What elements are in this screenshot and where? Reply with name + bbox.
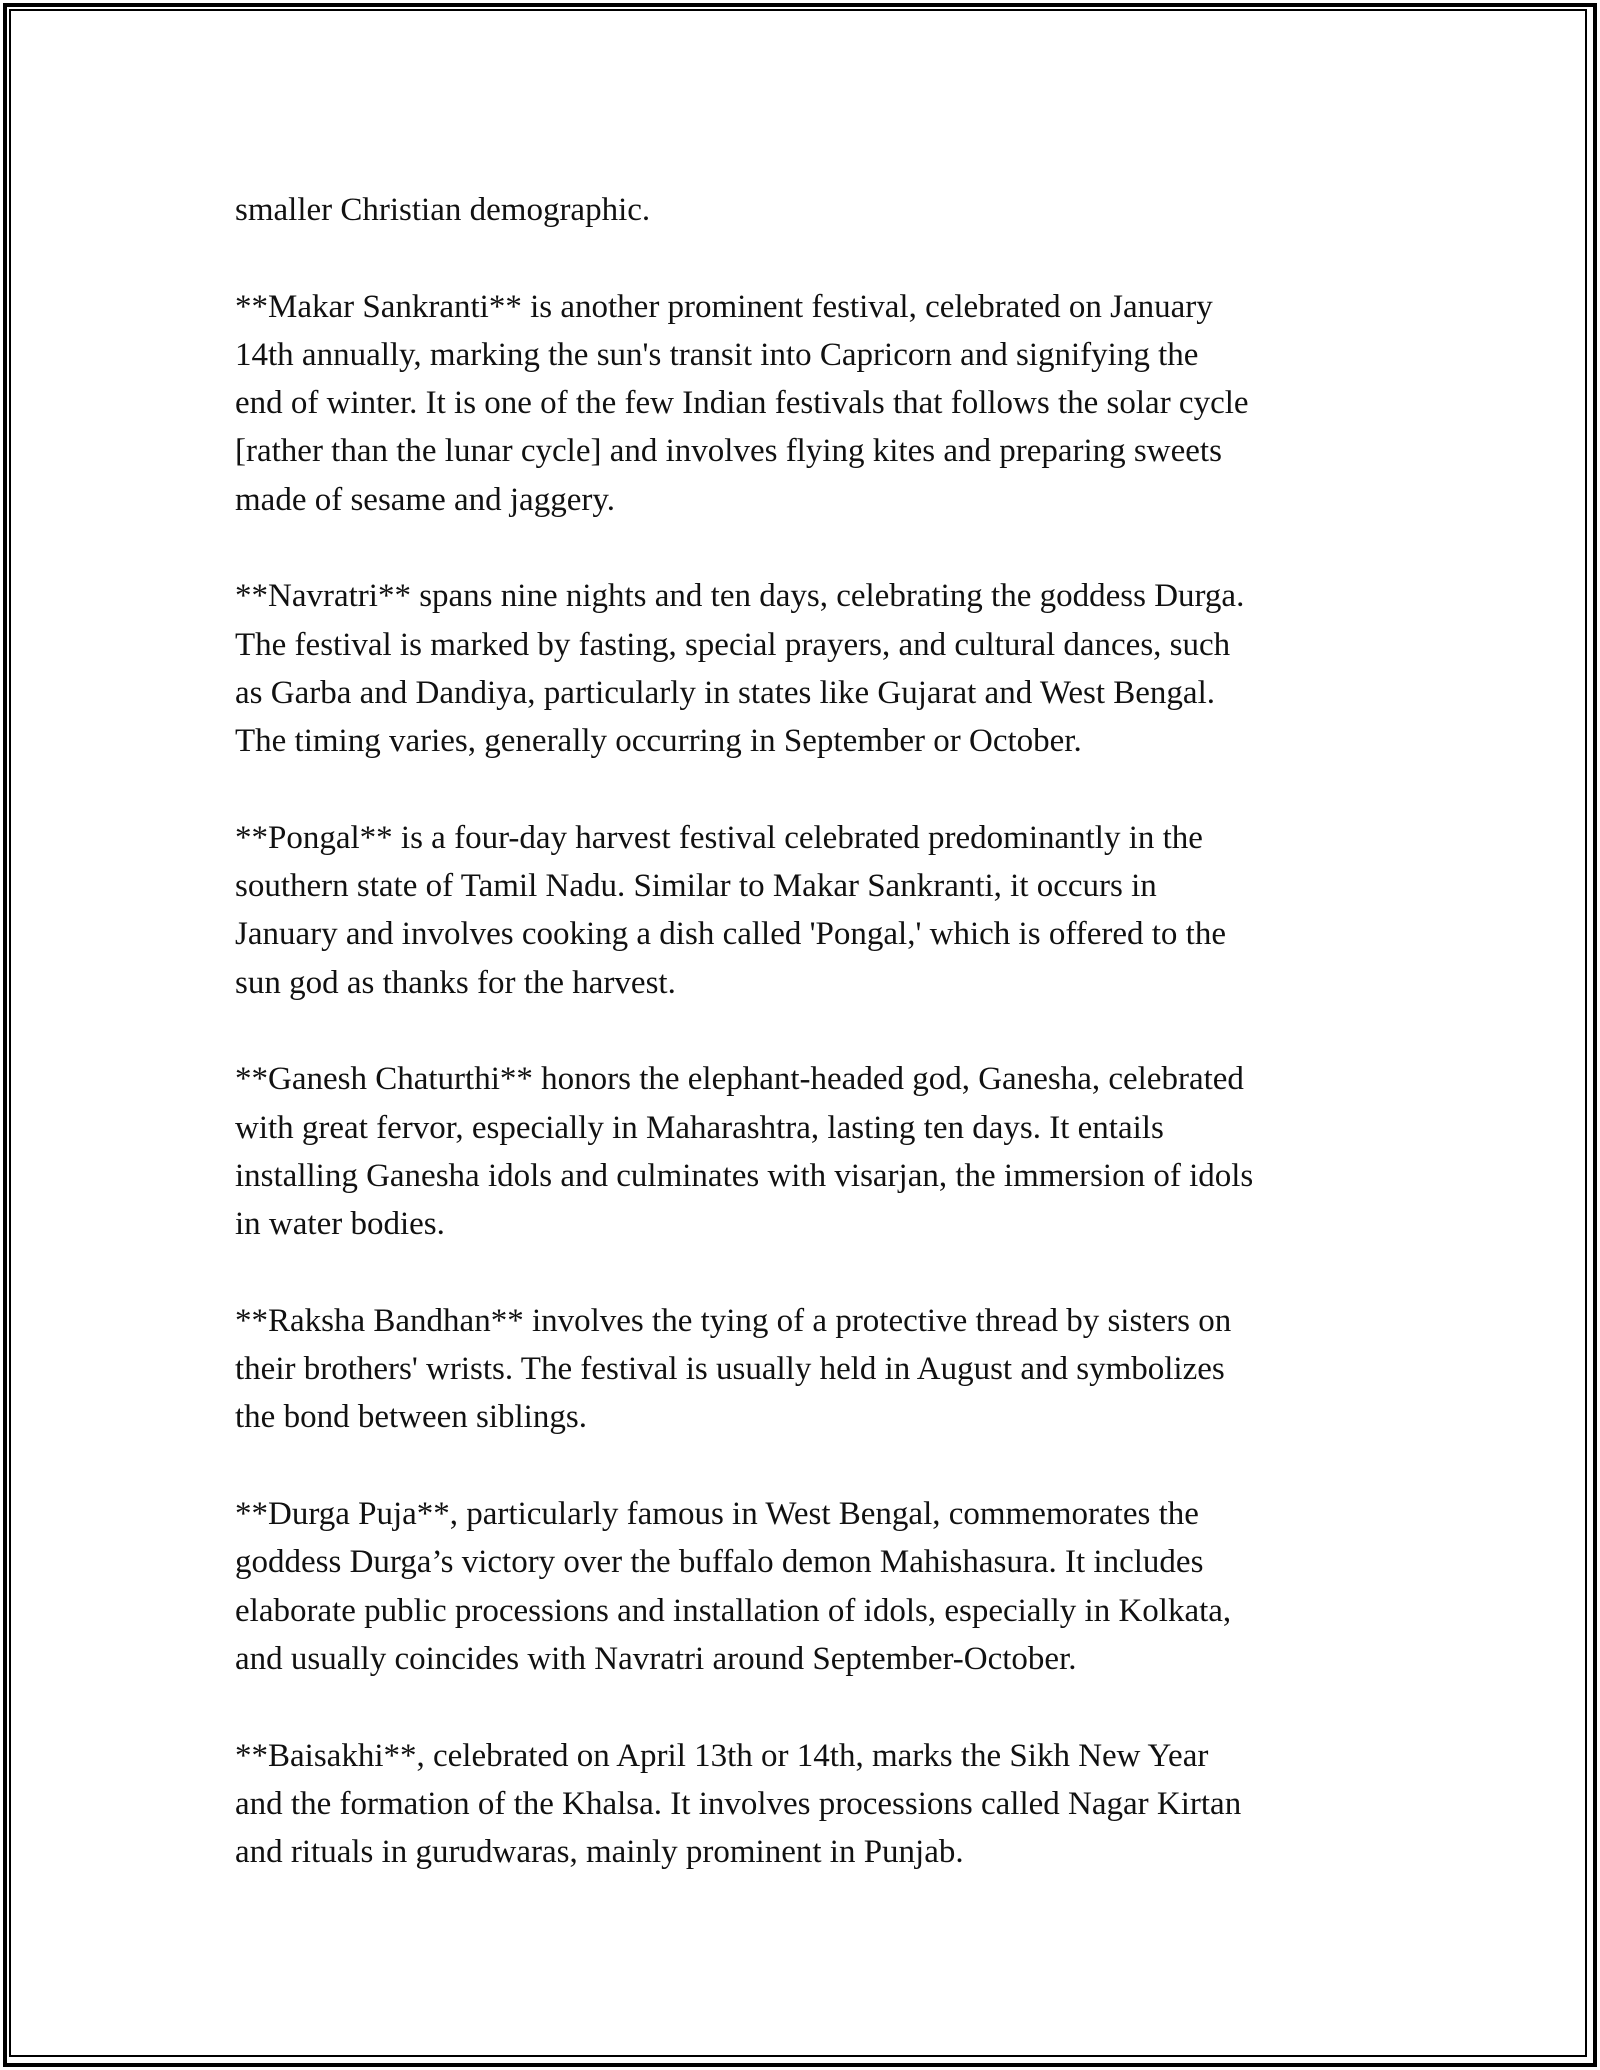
paragraph-makar-sankranti: **Makar Sankranti** is another prominent festival, celebrated on January 14th annually, marking the sun's transit into Capricorn and signifying the end of winter. It is one of the few Indian festivals that follows the solar cycle [rather than the lunar cycle] and involves flying kites and preparing sweets made of sesame and jaggery. [235, 288, 1249, 518]
paragraph-christian-demographic: smaller Christian demographic. [235, 192, 651, 228]
document-body [235, 186, 1375, 1925]
paragraph-navratri: **Navratri** spans nine nights and ten days, celebrating the goddess Durga. The festival is marked by fasting, special prayers, and cultural dances, such as Garba and Dandiya, particularly in states like Gujarat and West Bengal. The timing varies, generally occurring in September or October. [235, 578, 1245, 760]
paragraph-pongal: **Pongal** is a four-day harvest festival celebrated predominantly in the southern state of Tamil Nadu. Similar to Makar Sankranti, it occurs in January and involves cooking a dish called 'Pongal,' which is offered to the sun god as thanks for the harvest. [235, 819, 1226, 1001]
paragraph-baisakhi: **Baisakhi**, celebrated on April 13th or 14th, marks the Sikh New Year and the formation of the Khalsa. It involves processions called Nagar Kirtan and rituals in gurudwaras, mainly prominent in Punjab. [235, 1737, 1242, 1871]
paragraph-ganesh-chaturthi: **Ganesh Chaturthi** honors the elephant-headed god, Ganesha, celebrated with great fervor, especially in Maharashtra, lasting ten days. It entails installing Ganesha idols and culminates with visarjan, the immersion of idols in water bodies. [235, 1061, 1254, 1243]
paragraph-raksha-bandhan: **Raksha Bandhan** involves the tying of a protective thread by sisters on their brothers' wrists. The festival is usually held in August and symbolizes the bond between siblings. [235, 1302, 1232, 1436]
paragraph-durga-puja: **Durga Puja**, particularly famous in West Bengal, commemorates the goddess Durga’s victory over the buffalo demon Mahishasura. It includes elaborate public processions and installation of idols, especially in Kolkata, and usually coincides with Navratri around September-October. [235, 1496, 1232, 1677]
